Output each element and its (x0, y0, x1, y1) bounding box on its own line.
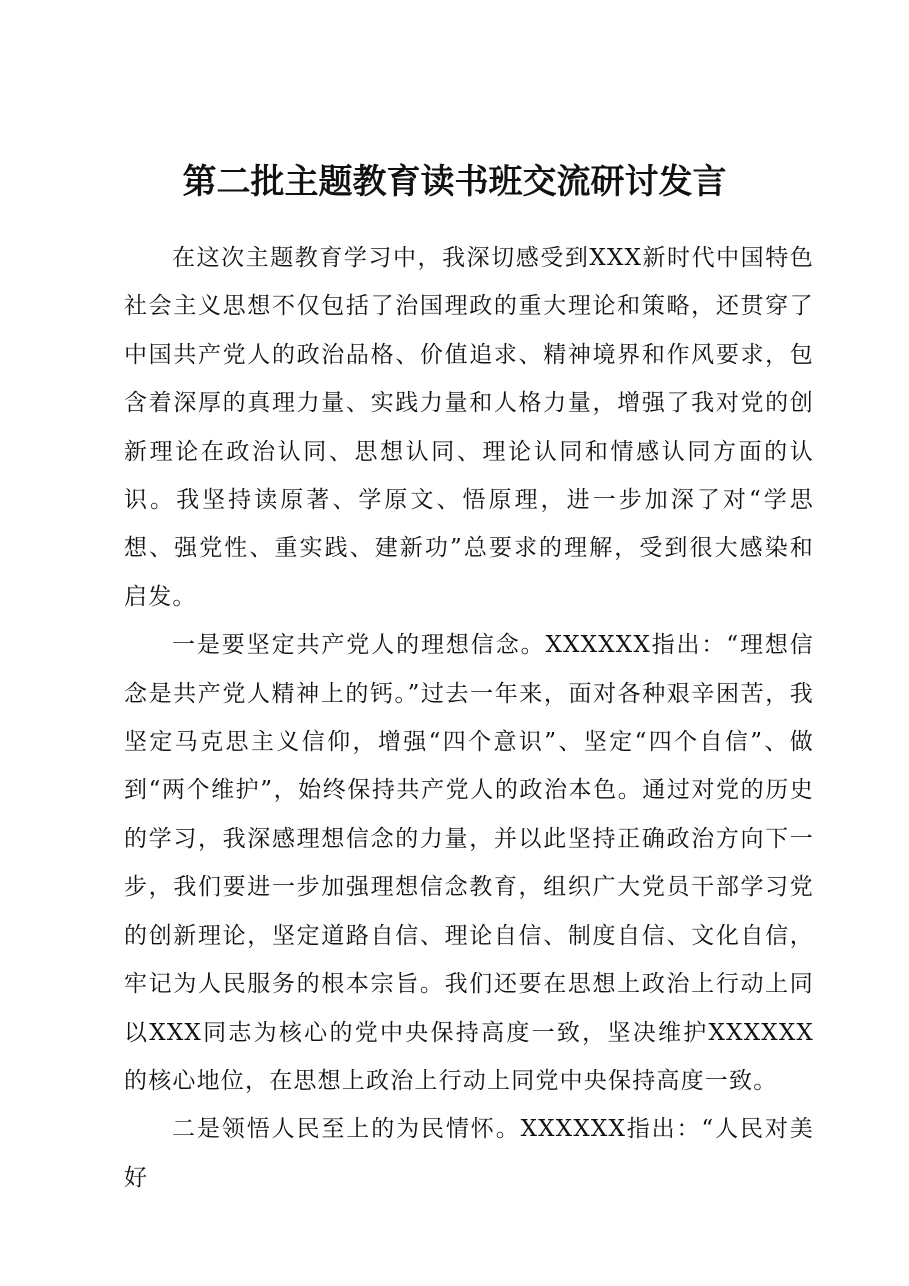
paragraph-intro: 在这次主题教育学习中，我深切感受到XXX新时代中国特色社会主义思想不仅包括了治国理政的重大理论和策略，还贯穿了中国共产党人的政治品格、价值追求、精神境界和作风要求，包含着深厚的真理力量、实践力量和人格力量，增强了我对党的创新理论在政治认同、思想认同、理论认同和情感认同方面的认识。我坚持读原著、学原文、悟原理，进一步加深了对“学思想、强党性、重实践、建新功”总要求的理解，受到很大感染和启发。 (124, 245, 814, 610)
paragraph-point-two: 二是领悟人民至上的为民情怀。XXXXXX指出：“人民对美好 (124, 1116, 814, 1191)
document-body (124, 234, 814, 1202)
document-title: 第二批主题教育读书班交流研讨发言 (182, 162, 727, 202)
paragraph-point-one: 一是要坚定共产党人的理想信念。XXXXXX指出：“理想信念是共产党人精神上的钙。”过去一年来，面对各种艰辛困苦，我坚定马克思主义信仰，增强“四个意识”、坚定“四个自信”、做到“两个维护”，始终保持共产党人的政治本色。通过对党的历史的学习，我深感理想信念的力量，并以此坚持正确政治方向下一步，我们要进一步加强理想信念教育，组织广大党员干部学习党的创新理论，坚定道路自信、理论自信、制度自信、文化自信，牢记为人民服务的根本宗旨。我们还要在思想上政治上行动上同以XXX同志为核心的党中央保持高度一致，坚决维护XXXXXX的核心地位，在思想上政治上行动上同党中央保持高度一致。 (124, 632, 814, 1094)
